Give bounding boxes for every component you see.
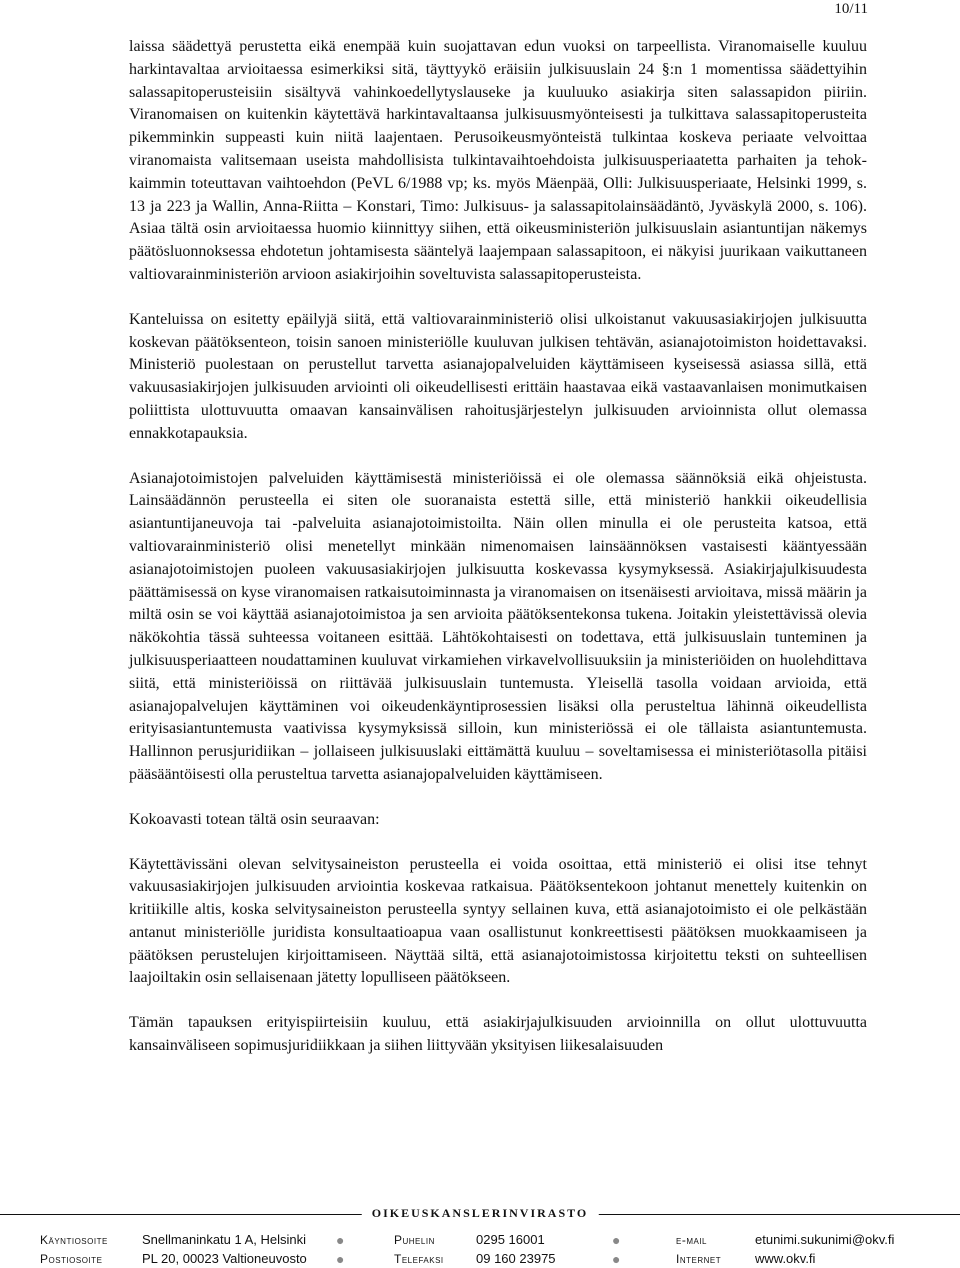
internet-label: Internet (676, 1252, 722, 1266)
paragraph: Kanteluissa on esitetty epäilyjä siitä, että valtiovarainministeriö olisi ulkoistanut vakuusasiakirjojen julkisuutta koskevan päätöksenteon, toisin sanoen ministeriölle kuuluvan julkisen tehtävän, asianajotoimiston hoidettavaksi. Ministeriö puolestaan on perustellut tarvetta asianajopalveluiden käyttämiseen kyseisessä asiassa sillä, että vakuusasiakirjojen julkisuuden arviointi oli oikeudellisesti erittäin haastavaa eikä vastaavanlaisen monimutkaisen poliittista ulottuvuutta omaavan kansainvälisen rahoitusjärjestelyn julkisuuden arvioinnista ollut olemassa ennakkotapauksia. (129, 310, 867, 442)
footer-brand: OIKEUSKANSLERINVIRASTO (362, 1206, 599, 1221)
document-body (129, 36, 867, 1080)
visit-address-label: Käyntiosoite (40, 1233, 108, 1247)
separator-dot-icon: ● (612, 1232, 621, 1248)
post-address: PL 20, 00023 Valtioneuvosto (142, 1251, 307, 1266)
paragraph: laissa säädettyä perustetta eikä enempää kuin suojattavan edun vuoksi on tarpeellista. Viranomaiselle kuuluu harkintavaltaa arvioitaessa esimerkiksi sitä, täyttyykö eräisiin julkisuuslain 24 §:n 1 momentissa säädettyihin salassapitoperusteisiin sisältyvä vahinkoedellytyslauseke ja kuuluuko asiakirja siten salassapidon piiriin. Viranomaisen on kuitenkin käytettävä harkintavaltaansa julkisuusmyönteisesti ja tulkittava salassapitoperusteita pikemminkin suppeasti kuin niitä laajentaen. Perusoikeusmyönteistä tulkintaa koskeva periaate velvoittaa viranomaista valitsemaan useista mahdollisista tulkintavaihtoehdoista julkisuusperiaatetta parhaiten ja tehokkaimmin toteuttavan vaihtoehdon (PeVL 6/1988 vp; ks. myös Mäenpää, Olli: Julkisuusperiaate, Helsinki 1999, s. 13 ja 223 ja Wallin, Anna-Riitta – Konstari, Timo: Julkisuus- ja salassapitolainsäädäntö, Jyväskylä 2000, s. 106). Asiaa tältä osin arvioitaessa huomio kiinnittyy siihen, että oikeusministeriön julkisuuslain asiantuntijan näkemys päätösluonnoksessa ehdotetun johtamisesta sääntelyä laajempaan salassapitoon, ei näkyisi juurikaan vaikuttaneen valtiovarainministeriön arvioon asiakirjoihin soveltuvista salassapitoperusteista. (129, 38, 867, 283)
separator-dot-icon: ● (336, 1232, 345, 1248)
phone-number: 0295 16001 (476, 1232, 545, 1247)
paragraph: Kokoavasti totean tältä osin seuraavan: (129, 810, 380, 828)
website-link[interactable]: www.okv.fi (755, 1251, 816, 1266)
fax-number: 09 160 23975 (476, 1251, 556, 1266)
visit-address: Snellmaninkatu 1 A, Helsinki (142, 1232, 307, 1247)
fax-label: Telefaksi (394, 1252, 444, 1266)
separator-dot-icon: ● (336, 1251, 345, 1267)
email-address[interactable]: etunimi.sukunimi@okv.fi (755, 1232, 895, 1247)
paragraph: Asianajotoimistojen palveluiden käyttämisestä ministeriöissä ei ole olemassa säännöksiä eikä ohjeistusta. Lainsäädännön perusteella ei siten ole suoranaista estettä sille, että ministeriö hankkii oikeudellisia asiantuntijaneuvoja tai -palveluita asianajotoimistoilta. Näin ollen minulla ei ole perusteita katsoa, että valtiovarainministeriö olisi menetellyt minkään nimenomaisen lainsäännöksen vastaisesti kääntyessään asianajotoimistojen puoleen vakuusasiakirjojen julkisuutta koskevassa kysymyksessä. Asiakirjajulkisuudesta päättämisessä on kyse viranomaisen ratkaisutoiminnasta ja viranomaisen on itsenäisesti arvioitava, missä määrin ja miltä osin se voi käyttää asianajotoimistoa ja sen arvioita päätöksentekonsa tukena. Joitakin yleistettävissä olevia näkökohtia tässä suhteessa voitaneen esittää. Lähtökohtaisesti on todettava, että julkisuuslain tunteminen ja julkisuusperiaatteen noudattaminen kuuluvat virkamiehen virkavelvollisuuksiin ja ministeriöiden on huolehdittava siitä, että ministeriöissä on riittävää julkisuuslain tuntemusta. Yleisellä tasolla voidaan arvioida, että asianajopalvelujen käyttäminen voi oikeudenkäyntiprosessien lisäksi olla perusteltua lähinnä oikeudellista erityisasiantuntemusta vaativissa kysymyksissä silloin, kun ministeriössä ei ole tällaista asiantuntemusta. Hallinnon perusjuridiikan – jollaiseen julkisuuslaki eittämättä kuuluu – soveltamisessa ei ministeriötasolla pitäisi pääsääntöisesti olla perusteltua tarvetta asianajopalveluiden käyttämiseen. (129, 469, 867, 783)
phone-label: Puhelin (394, 1233, 435, 1247)
paragraph: Tämän tapauksen erityispiirteisiin kuuluu, että asiakirjajulkisuuden arvioinnilla on ollut ulottuvuutta kansainväliseen sopimusjuridiikkaan ja siihen liittyvään yksityisen liikesalaisuuden (129, 1014, 867, 1055)
email-label: e-mail (676, 1233, 708, 1247)
footer-row-1 (0, 1231, 960, 1249)
paragraph: Käytettävissäni olevan selvitysaineiston perusteella ei voida osoittaa, että ministeriö ei olisi itse tehnyt vakuusasiakirjojen julkisuuden arviointia koskevaa ratkaisua. Päätöksentekoon johtanut menettely kuitenkin on kritiikille altis, koska selvitysaineiston perusteella syntyy sellainen kuva, että asianajotoimisto ei ole pelkästään antanut ministeriölle juridista konsultaatioapua vaan osallistunut konkreettisesti päätöksen muokkaamiseen ja päätöksen perustelujen kirjoittamiseen. Näyttää siltä, että asianajotoimistossa kirjoitettu teksti on suhteellisen laajoiltakin osin sellaisenaan jätetty lopulliseen päätökseen. (129, 855, 867, 987)
page-number: 10/11 (834, 1, 868, 17)
separator-dot-icon: ● (612, 1251, 621, 1267)
post-address-label: Postiosoite (40, 1252, 103, 1266)
footer-row-2 (0, 1250, 960, 1268)
